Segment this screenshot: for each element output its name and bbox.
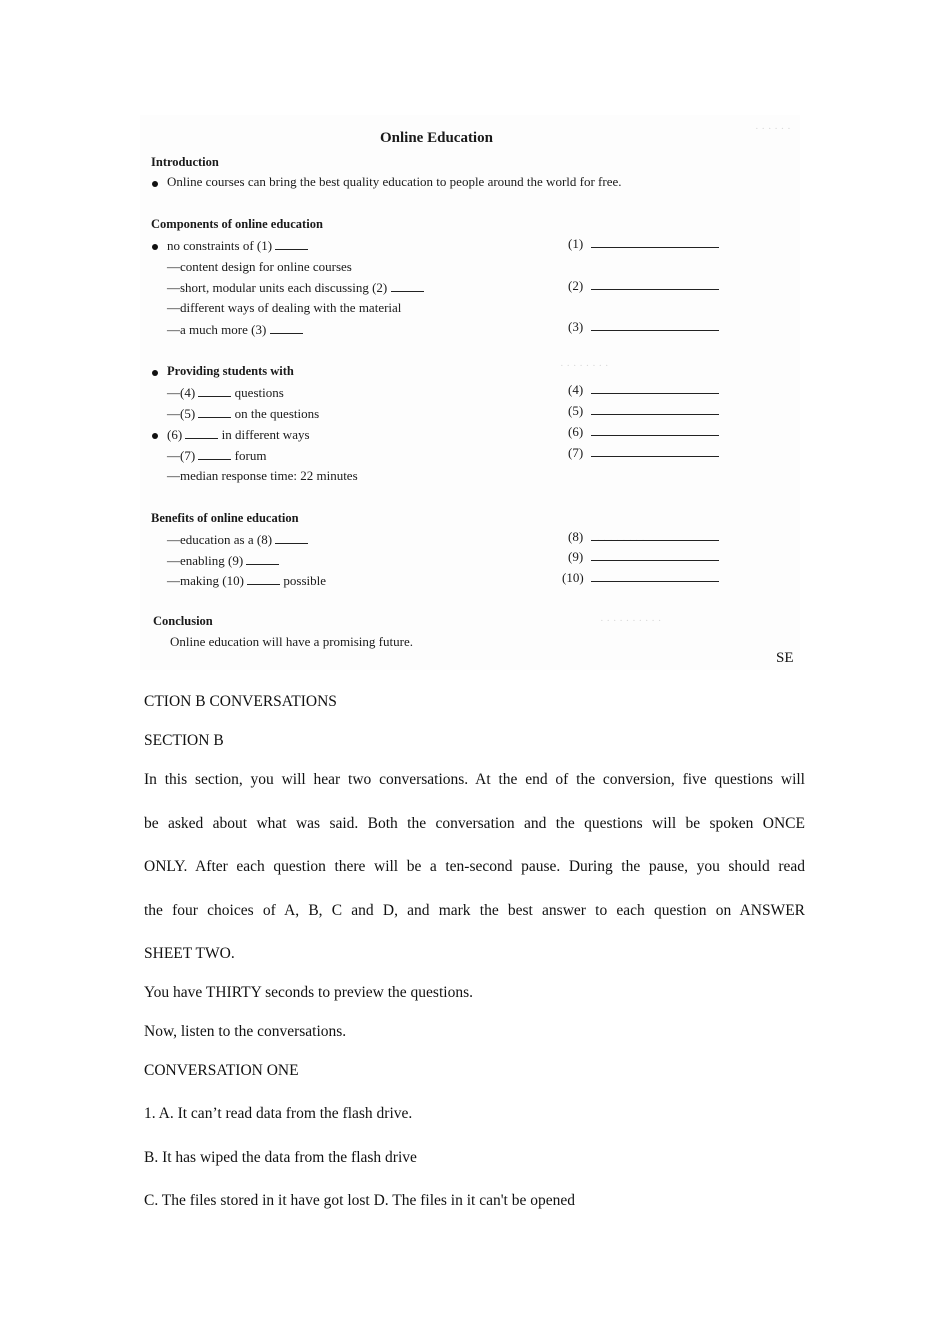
providing-line (167, 405, 319, 422)
listen-instruction: Now, listen to the conversations. (144, 1023, 347, 1040)
instruction-line: ONLY. After each question there will be a ten-second pause. During the pause, you should read (144, 858, 805, 875)
conclusion-text: Online education will have a promising future. (170, 634, 413, 649)
instruction-line: In this section, you will hear two conversations. At the end of the conversion, five questions will (144, 771, 805, 788)
blank-line (270, 321, 303, 334)
bleed-through-text: · · · · · · · · · (590, 535, 645, 547)
benefit-text: possible (283, 573, 327, 588)
answer-number: (10) (562, 570, 584, 585)
benefit-text: —education as a (8) (167, 532, 273, 547)
benefit-line (167, 531, 308, 548)
component-line (167, 321, 303, 338)
instruction-line: SHEET TWO. (144, 945, 235, 962)
bleed-through-text: · · · · · · · · · · (600, 615, 662, 627)
blank-line (246, 552, 279, 565)
answer-line (591, 289, 719, 290)
answer-line (591, 456, 719, 457)
providing-text: (6) (167, 427, 183, 442)
benefit-line (167, 572, 326, 589)
worksheet-title: Online Education (380, 130, 493, 146)
blank-line (198, 447, 231, 460)
component-line: —different ways of dealing with the material (167, 300, 402, 315)
question-option: B. It has wiped the data from the flash drive (144, 1149, 417, 1166)
answer-number: (3) (568, 319, 584, 334)
providing-line (167, 384, 284, 401)
answer-number: (5) (568, 403, 584, 418)
answer-number: (7) (568, 445, 584, 460)
conversation-heading: CONVERSATION ONE (144, 1062, 299, 1079)
providing-text: questions (234, 385, 284, 400)
answer-line (591, 540, 719, 541)
providing-heading: Providing students with (167, 364, 294, 378)
answer-number: (4) (568, 382, 584, 397)
answer-line (591, 435, 719, 436)
answer-number: (8) (568, 529, 584, 544)
blank-line (185, 426, 218, 439)
bullet-icon (152, 181, 158, 187)
scanned-worksheet-image (140, 115, 800, 670)
answer-line (591, 330, 719, 331)
benefit-line (167, 552, 279, 569)
providing-line (167, 447, 266, 464)
answer-line (591, 581, 719, 582)
answer-number: (1) (568, 236, 584, 251)
blank-line (198, 405, 231, 418)
section-fragment: SE (776, 650, 794, 666)
answer-line (591, 393, 719, 394)
answer-line (591, 247, 719, 248)
component-text: no constraints of (1) (167, 238, 273, 253)
blank-line (275, 237, 308, 250)
answer-line (591, 560, 719, 561)
component-text: —short, modular units each discussing (2) (167, 280, 388, 295)
providing-text: —(5) (167, 406, 196, 421)
component-line (167, 279, 424, 296)
answer-number: (9) (568, 549, 584, 564)
providing-text: forum (234, 448, 267, 463)
preview-instruction: You have THIRTY seconds to preview the questions. (144, 984, 473, 1001)
blank-line (275, 531, 308, 544)
answer-number: (2) (568, 278, 584, 293)
bullet-icon (152, 244, 158, 250)
section-heading: SECTION B (144, 732, 224, 749)
component-line (167, 237, 308, 254)
bullet-icon (152, 433, 158, 439)
blank-line (198, 384, 231, 397)
instruction-line: the four choices of A, B, C and D, and mark the best answer to each question on ANSWER (144, 902, 805, 919)
blank-line (247, 572, 280, 585)
component-text: —a much more (3) (167, 322, 267, 337)
benefits-heading: Benefits of online education (151, 511, 299, 525)
section-heading-fragment: CTION B CONVERSATIONS (144, 693, 337, 710)
intro-text: Online courses can bring the best quality education to people around the world for free. (167, 174, 622, 189)
providing-text: in different ways (221, 427, 310, 442)
question-option: C. The files stored in it have got lost D. The files in it can't be opened (144, 1192, 575, 1209)
intro-heading: Introduction (151, 155, 219, 169)
answer-number: (6) (568, 424, 584, 439)
providing-line (167, 426, 310, 443)
component-line: —content design for online courses (167, 259, 352, 274)
bleed-through-text: · · · · · · (755, 123, 791, 135)
answer-line (591, 414, 719, 415)
benefit-text: —making (10) (167, 573, 244, 588)
components-heading: Components of online education (151, 217, 323, 231)
benefit-text: —enabling (9) (167, 553, 244, 568)
bleed-through-text: · · · · · · · · (560, 360, 609, 372)
providing-line: —median response time: 22 minutes (167, 468, 358, 483)
instruction-line: be asked about what was said. Both the conversation and the questions will be spoken ONCE (144, 815, 805, 832)
question-option: 1. A. It can’t read data from the flash drive. (144, 1105, 413, 1122)
providing-text: —(7) (167, 448, 196, 463)
providing-text: —(4) (167, 385, 196, 400)
conclusion-heading: Conclusion (153, 614, 213, 628)
bullet-icon (152, 370, 158, 376)
providing-text: on the questions (234, 406, 320, 421)
blank-line (391, 279, 424, 292)
